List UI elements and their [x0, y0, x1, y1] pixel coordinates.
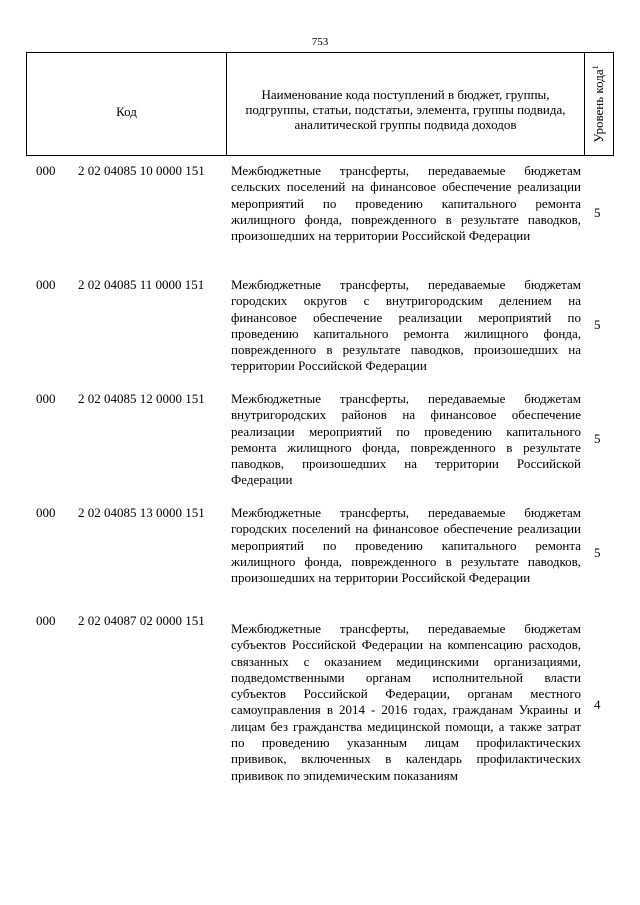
- row-level: 5: [594, 317, 601, 332]
- row-name: Межбюджетные трансферты, передаваемые бюджетам субъектов Российской Федерации на компенсацию расходов, связанных с оказанием медицинскими организациями, подведомственными органам исполнительной власти субъектов Российской Федерации, органам местного самоуправления в 2014 - 2016 годах, гражданам Украины и лицам без гражданства медицинской помощи, а также затрат по проведению указанным лицам профилактических прививок, включенных в календарь профилактических прививок по эпидемическим показаниям: [231, 621, 581, 783]
- header-code: Код: [27, 53, 227, 155]
- row-name: Межбюджетные трансферты, передаваемые бюджетам городских поселений на финансовое обеспечение реализации мероприятий по проведению капитального ремонта жилищного фонда, поврежденного в результате паводков, произошедших на территории Российской Федерации: [231, 505, 581, 586]
- row-admin-code: 000: [36, 163, 56, 178]
- header-name: Наименование кода поступлений в бюджет, группы, подгруппы, статьи, подстатьи, элемента, группы подвида, аналитической группы подвида доходов: [227, 53, 585, 155]
- row-admin-code: 000: [36, 613, 56, 628]
- row-budget-code: 2 02 04085 10 0000 151: [78, 163, 205, 178]
- row-level: 5: [594, 205, 601, 220]
- table-header: [26, 52, 614, 156]
- row-level: 4: [594, 697, 601, 712]
- row-admin-code: 000: [36, 277, 56, 292]
- row-name: Межбюджетные трансферты, передаваемые бюджетам городских округов с внутригородским делением на финансовое обеспечение реализации мероприятий по проведению капитального ремонта жилищного фонда, поврежденного в результате паводков, произошедших на территории Российской Федерации: [231, 277, 581, 374]
- header-level-label: Уровень кода: [591, 69, 607, 143]
- row-name: Межбюджетные трансферты, передаваемые бюджетам сельских поселений на финансовое обеспечение реализации мероприятий по проведению капитального ремонта жилищного фонда, поврежденного в результате паводков, произошедших на территории Российской Федерации: [231, 163, 581, 244]
- row-level: 5: [594, 545, 601, 560]
- header-level-cell: [585, 53, 613, 155]
- header-level-footnote: 1: [590, 65, 600, 70]
- row-budget-code: 2 02 04085 13 0000 151: [78, 505, 205, 520]
- header-level: [591, 65, 607, 142]
- row-budget-code: 2 02 04087 02 0000 151: [78, 613, 205, 628]
- row-admin-code: 000: [36, 505, 56, 520]
- row-name: Межбюджетные трансферты, передаваемые бюджетам внутригородских районов на финансовое обеспечение реализации мероприятий по проведению капитального ремонта жилищного фонда, поврежденного в результате паводков, произошедших на территории Российской Федерации: [231, 391, 581, 488]
- row-budget-code: 2 02 04085 11 0000 151: [78, 277, 205, 292]
- row-budget-code: 2 02 04085 12 0000 151: [78, 391, 205, 406]
- row-admin-code: 000: [36, 391, 56, 406]
- row-level: 5: [594, 431, 601, 446]
- page-number: 753: [311, 36, 329, 48]
